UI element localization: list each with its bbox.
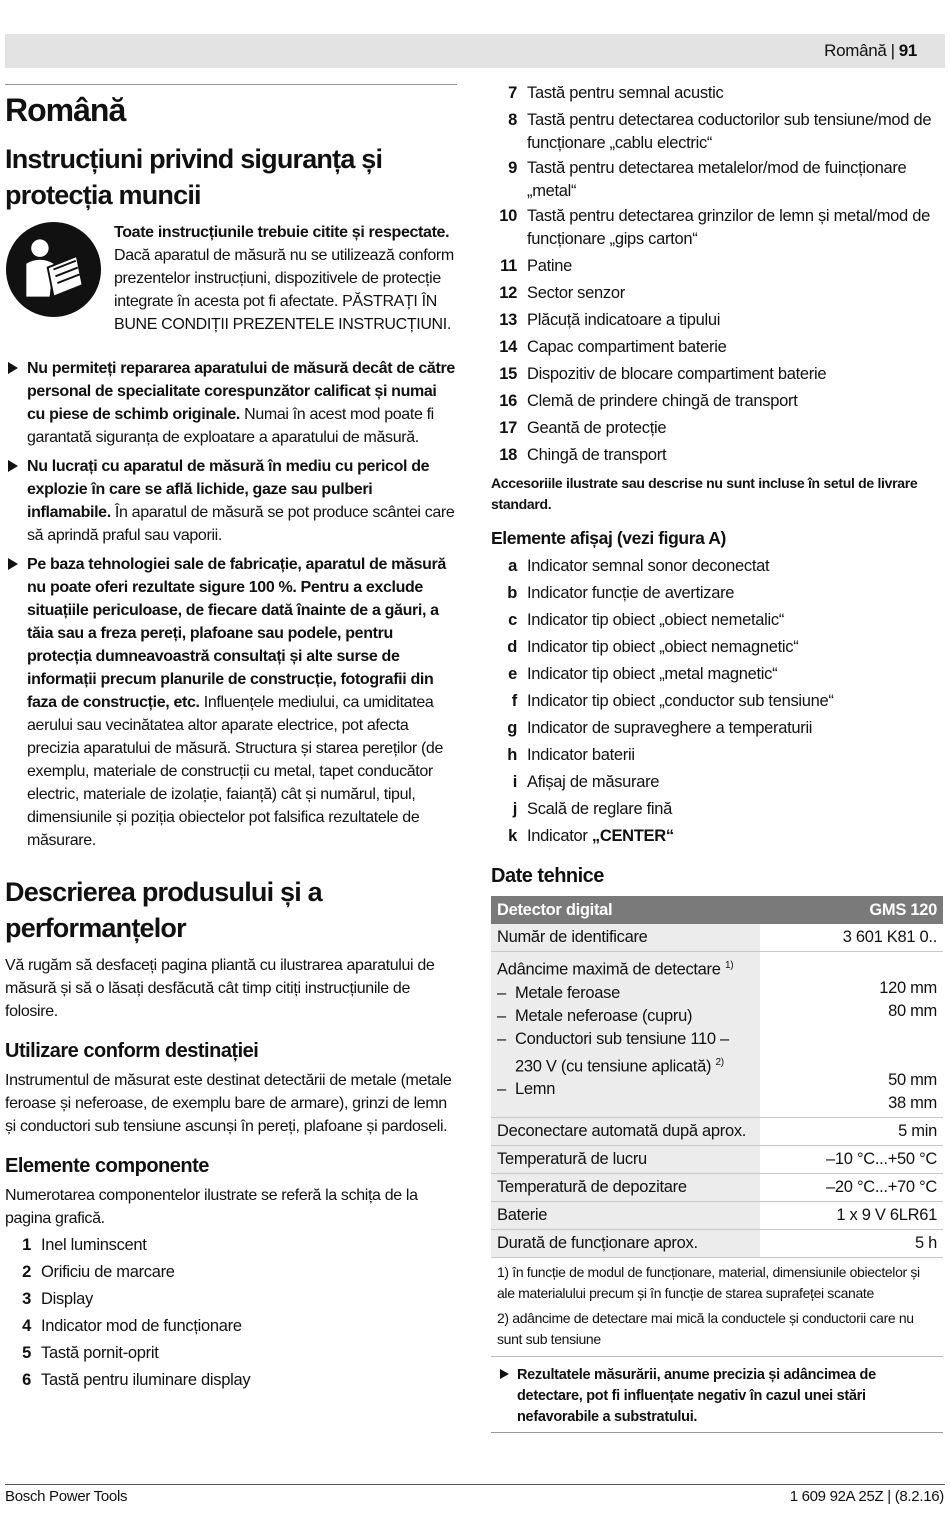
list-item: f Indicator tip obiect „conductor sub tensiune“	[511, 692, 834, 710]
footer-brand: Bosch Power Tools	[5, 1488, 128, 1505]
footer-rule	[5, 1484, 945, 1485]
safety-intro-text: Toate instrucțiunile trebuie citite și respectate. Dacă aparatul de măsură nu se utilizează conform prezentelor instrucțiuni, dispozitivele de protecție integrate în acesta pot fi afectate. PĂSTRAȚI ÎN BUNE CONDIȚII PREZENTELE INSTRUCȚIUNI.	[114, 224, 454, 333]
right-column	[491, 78, 943, 1433]
read-manual-icon	[5, 221, 102, 318]
measurement-results-note: Rezultatele măsurării, anume precizia și adâncimea de detectare, pot fi influențate negativ în cazul unei stări nefavorabile a substratului.	[491, 1365, 943, 1433]
intended-use-heading: Utilizare conform destinației	[5, 1040, 259, 1062]
footnote-1: 1) în funcție de modul de funcționare, material, dimensiunile obiectelor și ale materialului precum și în funcție de starea suprafeței scanate	[497, 1264, 920, 1301]
table-row: Adâncime maximă de detectare $^{1)}$ – Metale feroase – Metale neferoase (cupru) – Conductori sub tensiune 110 – 230 V (cu tensiune aplicată) $^{2)}$ – Lemn 120 mm 80 mm 50 mm 38 mm	[491, 952, 943, 1118]
list-item: j Scală de reglare fină	[512, 800, 673, 818]
list-item: h Indicator baterii	[507, 746, 635, 764]
table-row: Număr de identificare 3 601 K81 0..	[491, 924, 943, 952]
list-item: e Indicator tip obiect „metal magnetic“	[508, 665, 778, 683]
list-item: 7 Tastă pentru semnal acustic	[508, 84, 724, 102]
safety-heading: Instrucțiuni privind siguranța și protecția muncii	[5, 144, 383, 210]
components-text: Numerotarea componentelor ilustrate se referă la schița de la pagina grafică.	[5, 1187, 418, 1227]
product-heading: Descrierea produsului și a performanțelor	[5, 877, 322, 943]
list-item: i Afișaj de măsurare	[512, 773, 660, 791]
safety-intro	[5, 221, 457, 351]
tech-data-table	[491, 896, 943, 1258]
list-item: c Indicator tip obiect „obiect nemetalic“	[508, 611, 785, 629]
table-row: Temperatură de lucru –10 °C...+50 °C	[491, 1146, 943, 1174]
table-row: Temperatură de depozitare –20 °C...+70 °C	[491, 1174, 943, 1202]
list-item: d Indicator tip obiect „obiect nemagnetic“	[507, 638, 799, 656]
table-header-model: GMS 120	[760, 896, 943, 924]
header-language: Română	[824, 41, 887, 60]
list-item: k Indicator „CENTER“	[508, 827, 674, 845]
list-item: 6 Tastă pentru iluminare display	[22, 1371, 251, 1389]
list-item: 2 Orificiu de marcare	[22, 1263, 175, 1281]
product-text: Vă rugăm să desfaceți pagina pliantă cu ilustrarea aparatului de măsură și să o lăsați desfăcută cât timp citiți instrucțiunile de folosire.	[5, 957, 435, 1020]
triangle-bullet-icon	[8, 460, 18, 472]
header-page-number: 91	[898, 41, 917, 60]
list-item: 9 Tastă pentru detectarea metalelor/mod de fuincționare „metal“	[508, 159, 907, 200]
safety-bullet-1: Nu permiteți repararea aparatului de măsură decât de către personal de specialitate corespunzător calificat și numai cu piese de schimb originale. Numai în acest mod poate fi garantată siguranța de exploatare a aparatului de măsură.	[5, 357, 457, 449]
list-item: 3 Display	[22, 1290, 94, 1308]
table-row: Deconectare automată după aprox. 5 min	[491, 1118, 943, 1146]
left-column	[5, 84, 457, 1394]
table-header-product: Detector digital	[491, 896, 760, 924]
components-list-right	[491, 80, 943, 469]
list-item: b Indicator funcție de avertizare	[507, 584, 735, 602]
table-row: Baterie 1 x 9 V 6LR61	[491, 1202, 943, 1230]
list-item: 16 Clemă de prindere chingă de transport	[499, 392, 798, 410]
components-heading: Elemente componente	[5, 1155, 209, 1177]
triangle-bullet-icon	[8, 362, 18, 374]
list-item: 11 Patine	[500, 257, 572, 275]
header-text: Română | 91	[824, 41, 917, 60]
triangle-bullet-icon	[8, 558, 18, 570]
list-item: 5 Tastă pornit-oprit	[22, 1344, 159, 1362]
list-item: 4 Indicator mod de funcționare	[22, 1317, 242, 1335]
display-elements-list	[491, 553, 943, 850]
column-top-rule	[5, 84, 457, 85]
accessories-note: Accesoriile ilustrate sau descrise nu sunt incluse în setul de livrare standard.	[491, 475, 918, 512]
list-item: 13 Plăcuță indicatoare a tipului	[499, 311, 721, 329]
intended-use-text: Instrumentul de măsurat este destinat detectării de metale (metale feroase și neferoase, de exemplu bare de armare), grinzi de lemn și conductori sub tensiune ascunși în pereți, plafoane și pardoseli.	[5, 1072, 452, 1135]
list-item: 15 Dispozitiv de blocare compartiment baterie	[499, 365, 827, 383]
list-item: 17 Geantă de protecție	[499, 419, 667, 437]
footnote-2: 2) adâncime de detectare mai mică la conductele și conductorii care nu sunt sub tensiune	[491, 1308, 943, 1357]
list-item: g Indicator de supraveghere a temperaturii	[507, 719, 813, 737]
safety-bullet-2: Nu lucrați cu aparatul de măsură în mediu cu pericol de explozie în care se află lichide, gaze sau pulberi inflamabile. În aparatul de măsură se pot produce scântei care să aprindă praful sau vaporii.	[5, 455, 457, 547]
list-item: 14 Capac compartiment baterie	[499, 338, 727, 356]
table-row: Durată de funcționare aprox. 5 h	[491, 1230, 943, 1258]
list-item: 10 Tastă pentru detectarea grinzilor de lemn și metal/mod de funcționare „gips carton“	[499, 207, 930, 248]
section-title: Română	[5, 92, 126, 128]
triangle-bullet-icon	[500, 1369, 509, 1379]
list-item: 18 Chingă de transport	[499, 446, 667, 464]
page-header	[5, 34, 945, 68]
display-elements-heading: Elemente afișaj (vezi figura A)	[491, 528, 726, 548]
tech-data-heading: Date tehnice	[491, 865, 604, 887]
table-header-row	[491, 896, 943, 924]
list-item: a Indicator semnal sonor deconectat	[508, 557, 770, 575]
components-list-left	[5, 1232, 457, 1394]
footer-doc-id: 1 609 92A 25Z | (8.2.16)	[789, 1488, 944, 1505]
list-item: 1 Inel luminscent	[22, 1236, 147, 1254]
list-item: 8 Tastă pentru detectarea coductorilor sub tensiune/mod de funcționare „cablu electric“	[508, 111, 932, 152]
safety-bullet-3: Pe baza tehnologiei sale de fabricație, aparatul de măsură nu poate oferi rezultate sigure 100 %. Pentru a exclude situațiile periculoase, de fiecare dată înainte de a găuri, a tăia sau a freza pereți, plafoane sau podele, pentru protecția dumneavoastră consultați și alte surse de informații precum planurile de construcție, fotografii din faza de construcție, etc. Influențele mediului, ca umiditatea aerului sau vecinătatea altor aparate electrice, pot afecta precizia aparatului de măsură. Structura și starea pereților (de exemplu, materiale de construcții cu metal, tapet conducător electric, materiale de izolație, faianță) cât și numărul, tipul, dimensiunile și poziția obiectelor pot falsifica rezultatele de măsurare.	[5, 553, 457, 852]
list-item: 12 Sector senzor	[499, 284, 625, 302]
